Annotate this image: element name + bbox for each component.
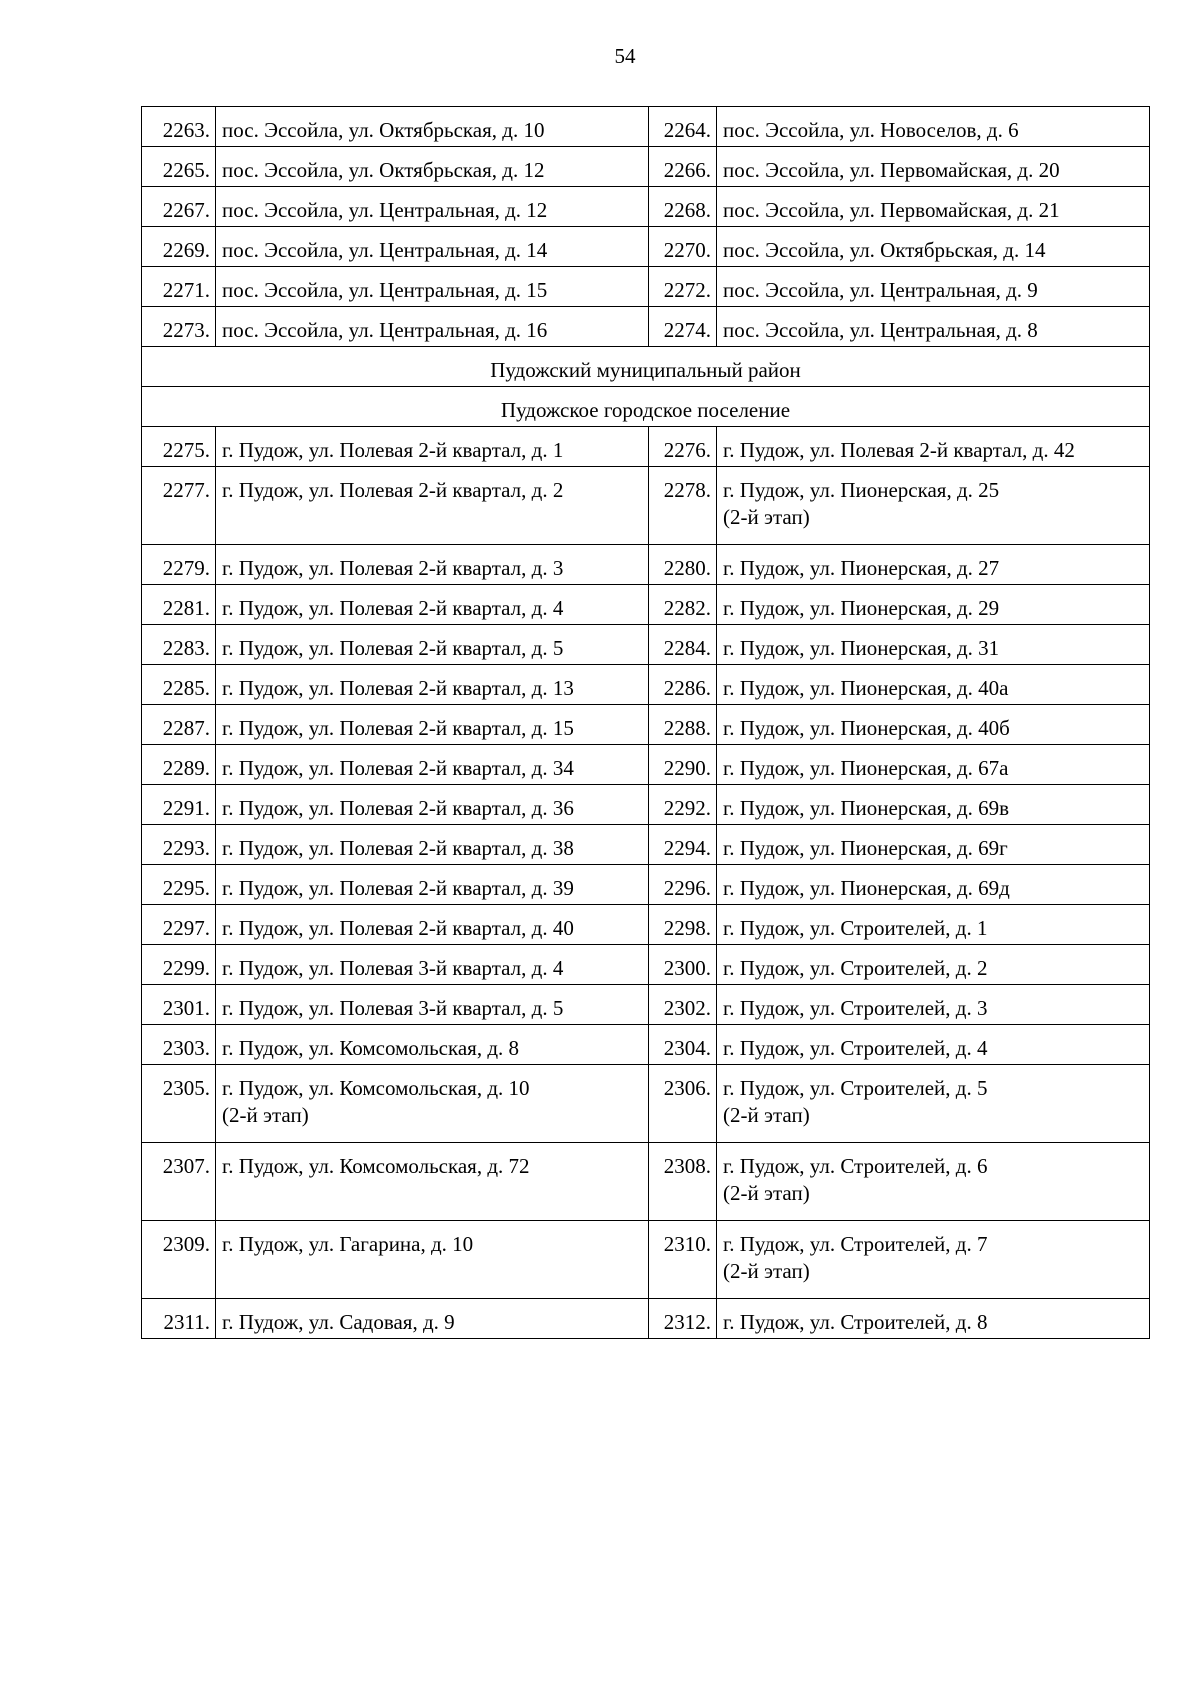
right-entry-number: 2278.	[649, 467, 717, 545]
address-line: г. Пудож, ул. Комсомольская, д. 10	[222, 1076, 530, 1100]
right-entry-address	[717, 147, 1150, 187]
address-line: г. Пудож, ул. Строителей, д. 7	[723, 1232, 988, 1256]
left-entry-address	[216, 1025, 649, 1065]
right-entry-number: 2284.	[649, 625, 717, 665]
left-entry-address	[216, 745, 649, 785]
left-entry-number: 2287.	[142, 705, 216, 745]
address-line: г. Пудож, ул. Полевая 2-й квартал, д. 15	[222, 716, 574, 740]
left-entry-address	[216, 267, 649, 307]
address-line: г. Пудож, ул. Пионерская, д. 29	[723, 596, 1000, 620]
left-entry-address	[216, 905, 649, 945]
address-line: г. Пудож, ул. Пионерская, д. 69д	[723, 876, 1010, 900]
left-entry-number: 2285.	[142, 665, 216, 705]
right-entry-number: 2296.	[649, 865, 717, 905]
address-line: г. Пудож, ул. Пионерская, д. 69в	[723, 796, 1010, 820]
left-entry-address	[216, 187, 649, 227]
address-line: (2-й этап)	[723, 1181, 810, 1205]
right-entry-address	[717, 905, 1150, 945]
left-entry-address	[216, 467, 649, 545]
table-row	[142, 1221, 1150, 1299]
address-line: г. Пудож, ул. Пионерская, д. 67а	[723, 756, 1009, 780]
address-line: г. Пудож, ул. Комсомольская, д. 8	[222, 1036, 520, 1060]
address-line: г. Пудож, ул. Комсомольская, д. 72	[222, 1154, 530, 1178]
table-row	[142, 905, 1150, 945]
right-entry-address	[717, 307, 1150, 347]
left-entry-number: 2301.	[142, 985, 216, 1025]
right-entry-address	[717, 625, 1150, 665]
left-entry-address	[216, 427, 649, 467]
section-row	[142, 387, 1150, 427]
left-entry-number: 2309.	[142, 1221, 216, 1299]
address-line: пос. Эссойла, ул. Центральная, д. 15	[222, 278, 548, 302]
table-row	[142, 625, 1150, 665]
right-entry-number: 2270.	[649, 227, 717, 267]
address-line: г. Пудож, ул. Пионерская, д. 40б	[723, 716, 1010, 740]
right-entry-address	[717, 585, 1150, 625]
right-entry-address	[717, 825, 1150, 865]
right-entry-number: 2304.	[649, 1025, 717, 1065]
left-entry-number: 2297.	[142, 905, 216, 945]
right-entry-address	[717, 705, 1150, 745]
left-entry-address	[216, 1143, 649, 1221]
address-line: г. Пудож, ул. Строителей, д. 1	[723, 916, 988, 940]
left-entry-number: 2273.	[142, 307, 216, 347]
table-row	[142, 585, 1150, 625]
table-row	[142, 1065, 1150, 1143]
right-entry-address	[717, 267, 1150, 307]
address-line: пос. Эссойла, ул. Центральная, д. 12	[222, 198, 548, 222]
right-entry-number: 2282.	[649, 585, 717, 625]
left-entry-address	[216, 705, 649, 745]
table-row	[142, 107, 1150, 147]
table-row	[142, 227, 1150, 267]
table-row	[142, 187, 1150, 227]
right-entry-number: 2292.	[649, 785, 717, 825]
address-line: г. Пудож, ул. Строителей, д. 6	[723, 1154, 988, 1178]
right-entry-address	[717, 1143, 1150, 1221]
address-line: пос. Эссойла, ул. Центральная, д. 9	[723, 278, 1038, 302]
page-number: 54	[614, 44, 636, 68]
left-entry-number: 2281.	[142, 585, 216, 625]
right-entry-address	[717, 865, 1150, 905]
address-line: г. Пудож, ул. Полевая 2-й квартал, д. 5	[222, 636, 564, 660]
right-entry-address	[717, 665, 1150, 705]
left-entry-address	[216, 945, 649, 985]
left-entry-address	[216, 227, 649, 267]
right-entry-address	[717, 1065, 1150, 1143]
left-entry-number: 2305.	[142, 1065, 216, 1143]
right-entry-number: 2272.	[649, 267, 717, 307]
left-entry-address	[216, 1065, 649, 1143]
right-entry-number: 2298.	[649, 905, 717, 945]
left-entry-number: 2283.	[142, 625, 216, 665]
table-row	[142, 865, 1150, 905]
right-entry-number: 2308.	[649, 1143, 717, 1221]
address-line: (2-й этап)	[723, 1259, 810, 1283]
address-line: пос. Эссойла, ул. Первомайская, д. 20	[723, 158, 1060, 182]
right-entry-number: 2264.	[649, 107, 717, 147]
section-heading: Пудожское городское поселение	[142, 387, 1150, 427]
address-line: пос. Эссойла, ул. Новоселов, д. 6	[723, 118, 1019, 142]
right-entry-address	[717, 945, 1150, 985]
right-entry-number: 2290.	[649, 745, 717, 785]
left-entry-address	[216, 785, 649, 825]
table-row	[142, 427, 1150, 467]
left-entry-address	[216, 665, 649, 705]
table-row	[142, 267, 1150, 307]
table-row	[142, 985, 1150, 1025]
left-entry-address	[216, 985, 649, 1025]
address-line: пос. Эссойла, ул. Центральная, д. 8	[723, 318, 1038, 342]
address-line: г. Пудож, ул. Полевая 3-й квартал, д. 4	[222, 956, 564, 980]
right-entry-address	[717, 1025, 1150, 1065]
registry-body	[142, 107, 1150, 1339]
table-row	[142, 705, 1150, 745]
address-line: г. Пудож, ул. Садовая, д. 9	[222, 1310, 455, 1334]
table-row	[142, 1025, 1150, 1065]
table-row	[142, 1143, 1150, 1221]
table-row	[142, 825, 1150, 865]
right-entry-number: 2302.	[649, 985, 717, 1025]
right-entry-number: 2286.	[649, 665, 717, 705]
right-entry-address	[717, 545, 1150, 585]
right-entry-address	[717, 467, 1150, 545]
left-entry-number: 2299.	[142, 945, 216, 985]
address-line: (2-й этап)	[723, 505, 810, 529]
left-entry-address	[216, 1299, 649, 1339]
left-entry-address	[216, 825, 649, 865]
left-entry-number: 2293.	[142, 825, 216, 865]
right-entry-number: 2280.	[649, 545, 717, 585]
right-entry-number: 2312.	[649, 1299, 717, 1339]
address-line: пос. Эссойла, ул. Центральная, д. 16	[222, 318, 548, 342]
right-entry-number: 2300.	[649, 945, 717, 985]
left-entry-number: 2271.	[142, 267, 216, 307]
left-entry-number: 2269.	[142, 227, 216, 267]
address-line: г. Пудож, ул. Полевая 2-й квартал, д. 40	[222, 916, 574, 940]
left-entry-address	[216, 1221, 649, 1299]
left-entry-number: 2295.	[142, 865, 216, 905]
left-entry-number: 2307.	[142, 1143, 216, 1221]
right-entry-address	[717, 1299, 1150, 1339]
left-entry-number: 2311.	[142, 1299, 216, 1339]
address-line: г. Пудож, ул. Строителей, д. 8	[723, 1310, 988, 1334]
section-heading: Пудожский муниципальный район	[142, 347, 1150, 387]
address-line: г. Пудож, ул. Полевая 2-й квартал, д. 36	[222, 796, 574, 820]
address-line: г. Пудож, ул. Пионерская, д. 27	[723, 556, 1000, 580]
address-line: г. Пудож, ул. Строителей, д. 4	[723, 1036, 988, 1060]
left-entry-address	[216, 107, 649, 147]
left-entry-number: 2267.	[142, 187, 216, 227]
address-line: г. Пудож, ул. Пионерская, д. 40а	[723, 676, 1009, 700]
address-line: г. Пудож, ул. Полевая 3-й квартал, д. 5	[222, 996, 564, 1020]
address-line: пос. Эссойла, ул. Центральная, д. 14	[222, 238, 548, 262]
right-entry-address	[717, 427, 1150, 467]
table-row	[142, 945, 1150, 985]
address-line: г. Пудож, ул. Полевая 2-й квартал, д. 38	[222, 836, 574, 860]
right-entry-address	[717, 785, 1150, 825]
left-entry-number: 2303.	[142, 1025, 216, 1065]
left-entry-number: 2263.	[142, 107, 216, 147]
table-row	[142, 147, 1150, 187]
address-line: г. Пудож, ул. Полевая 2-й квартал, д. 4	[222, 596, 564, 620]
left-entry-address	[216, 865, 649, 905]
left-entry-number: 2279.	[142, 545, 216, 585]
right-entry-number: 2266.	[649, 147, 717, 187]
address-registry-table	[141, 106, 1150, 1339]
left-entry-number: 2289.	[142, 745, 216, 785]
address-line: г. Пудож, ул. Строителей, д. 3	[723, 996, 988, 1020]
right-entry-number: 2294.	[649, 825, 717, 865]
address-line: г. Пудож, ул. Полевая 2-й квартал, д. 34	[222, 756, 574, 780]
address-line: г. Пудож, ул. Полевая 2-й квартал, д. 2	[222, 478, 564, 502]
left-entry-address	[216, 307, 649, 347]
address-line: г. Пудож, ул. Полевая 2-й квартал, д. 13	[222, 676, 574, 700]
right-entry-number: 2276.	[649, 427, 717, 467]
right-entry-address	[717, 985, 1150, 1025]
right-entry-address	[717, 745, 1150, 785]
address-line: г. Пудож, ул. Гагарина, д. 10	[222, 1232, 474, 1256]
right-entry-address	[717, 1221, 1150, 1299]
address-line: г. Пудож, ул. Полевая 2-й квартал, д. 42	[723, 438, 1075, 462]
address-line: г. Пудож, ул. Пионерская, д. 25	[723, 478, 1000, 502]
left-entry-address	[216, 147, 649, 187]
address-line: г. Пудож, ул. Полевая 2-й квартал, д. 1	[222, 438, 564, 462]
table-row	[142, 307, 1150, 347]
address-line: пос. Эссойла, ул. Октябрьская, д. 12	[222, 158, 545, 182]
table-row	[142, 665, 1150, 705]
right-entry-number: 2274.	[649, 307, 717, 347]
right-entry-address	[717, 227, 1150, 267]
address-line: г. Пудож, ул. Строителей, д. 2	[723, 956, 988, 980]
table-row	[142, 785, 1150, 825]
left-entry-number: 2265.	[142, 147, 216, 187]
address-line: пос. Эссойла, ул. Октябрьская, д. 14	[723, 238, 1046, 262]
address-line: г. Пудож, ул. Полевая 2-й квартал, д. 39	[222, 876, 574, 900]
address-line: пос. Эссойла, ул. Октябрьская, д. 10	[222, 118, 545, 142]
right-entry-number: 2306.	[649, 1065, 717, 1143]
table-row	[142, 745, 1150, 785]
address-line: г. Пудож, ул. Пионерская, д. 69г	[723, 836, 1008, 860]
right-entry-address	[717, 187, 1150, 227]
left-entry-address	[216, 585, 649, 625]
left-entry-number: 2277.	[142, 467, 216, 545]
right-entry-number: 2310.	[649, 1221, 717, 1299]
left-entry-number: 2291.	[142, 785, 216, 825]
left-entry-number: 2275.	[142, 427, 216, 467]
address-line: г. Пудож, ул. Строителей, д. 5	[723, 1076, 988, 1100]
table-row	[142, 545, 1150, 585]
address-line: г. Пудож, ул. Полевая 2-й квартал, д. 3	[222, 556, 564, 580]
address-line: (2-й этап)	[723, 1103, 810, 1127]
address-line: г. Пудож, ул. Пионерская, д. 31	[723, 636, 1000, 660]
right-entry-number: 2288.	[649, 705, 717, 745]
table-row	[142, 467, 1150, 545]
address-line: пос. Эссойла, ул. Первомайская, д. 21	[723, 198, 1060, 222]
address-line: (2-й этап)	[222, 1103, 309, 1127]
left-entry-address	[216, 545, 649, 585]
section-row	[142, 347, 1150, 387]
right-entry-number: 2268.	[649, 187, 717, 227]
table-row	[142, 1299, 1150, 1339]
left-entry-address	[216, 625, 649, 665]
right-entry-address	[717, 107, 1150, 147]
